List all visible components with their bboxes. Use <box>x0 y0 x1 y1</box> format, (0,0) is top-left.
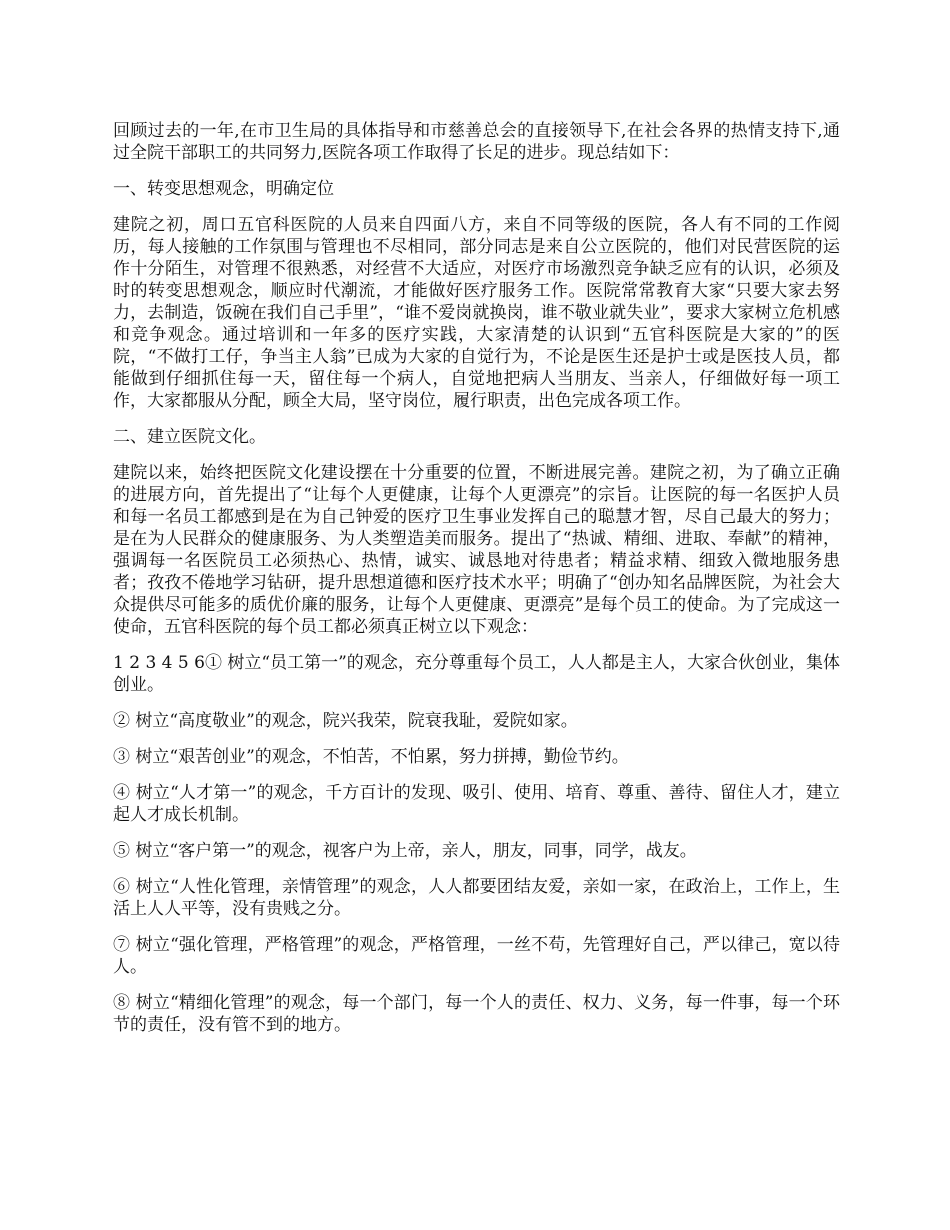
section-1-heading: 一、转变思想观念，明确定位 <box>113 179 334 199</box>
concept-item-1: 1 2 3 4 5 6① 树立“员工第一”的观念，充分尊重每个员工，人人都是主人，大家合伙创业，集体创业。 <box>113 653 840 695</box>
section-2-heading: 二、建立医院文化。 <box>113 427 266 447</box>
concept-item-7: ⑦ 树立“强化管理，严格管理”的观念，严格管理，一丝不苟，先管理好自己，严以律己，宽以待人。 <box>113 935 840 977</box>
intro-paragraph: 回顾过去的一年,在市卫生局的具体指导和市慈善总会的直接领导下,在社会各界的热情支持下,通过全院干部职工的共同努力,医院各项工作取得了长足的进步。现总结如下： <box>113 121 840 163</box>
concept-item-2: ② 树立“高度敬业”的观念，院兴我荣，院衰我耻，爱院如家。 <box>113 711 578 731</box>
concept-item-5: ⑤ 树立“客户第一”的观念，视客户为上帝，亲人，朋友，同事，同学，战友。 <box>113 841 697 861</box>
section-1-paragraph: 建院之初，周口五官科医院的人员来自四面八方，来自不同等级的医院，各人有不同的工作阅历，每人接触的工作氛围与管理也不尽相同，部分同志是来自公立医院的，他们对民营医院的运作十分陌生，对管理不很熟悉，对经营不大适应，对医疗市场激烈竞争缺乏应有的认识，必须及时的转变思想观念，顺应时代潮流，才能做好医疗服务工作。医院常常教育大家“只要大家去努力，去制造，饭碗在我们自己手里”，“谁不爱岗就换岗，谁不敬业就失业”，要求大家树立危机感和竞争观念。通过培训和一年多的医疗实践，大家清楚的认识到“五官科医院是大家的”的医院，“不做打工仔，争当主人翁”已成为大家的自觉行为，不论是医生还是护士或是医技人员，都能做到仔细抓住每一天，留住每一个病人，自觉地把病人当朋友、当亲人，仔细做好每一项工作，大家都服从分配，顾全大局，坚守岗位，履行职责，出色完成各项工作。 <box>113 215 840 411</box>
document-page <box>113 120 840 1050</box>
concept-item-4: ④ 树立“人才第一”的观念，千方百计的发现、吸引、使用、培育、尊重、善待、留住人才，建立起人才成长机制。 <box>113 783 840 825</box>
concept-item-3: ③ 树立“艰苦创业”的观念，不怕苦，不怕累，努力拼搏，勤俭节约。 <box>113 747 629 767</box>
section-2-paragraph: 建院以来，始终把医院文化建设摆在十分重要的位置，不断进展完善。建院之初，为了确立正确的进展方向，首先提出了“让每个人更健康，让每个人更漂亮”的宗旨。让医院的每一名医护人员和每一名员工都感到是在为自己钟爱的医疗卫生事业发挥自己的聪慧才智，尽自己最大的努力；是在为人民群众的健康服务、为人类塑造美而服务。提出了“热诚、精细、进取、奉献”的精神，强调每一名医院员工必须热心、热情，诚实、诚恳地对待患者；精益求精、细致入微地服务患者；孜孜不倦地学习钻研，提升思想道德和医疗技术水平；明确了“创办知名品牌医院，为社会大众提供尽可能多的质优价廉的服务，让每个人更健康、更漂亮”是每个员工的使命。为了完成这一使命，五官科医院的每个员工都必须真正树立以下观念： <box>113 463 840 637</box>
concept-item-6: ⑥ 树立“人性化管理，亲情管理”的观念，人人都要团结友爱，亲如一家，在政治上，工作上，生活上人人平等，没有贵贱之分。 <box>113 877 840 919</box>
concept-item-8: ⑧ 树立“精细化管理”的观念，每一个部门，每一个人的责任、权力、义务，每一件事，每一个环节的责任，没有管不到的地方。 <box>113 993 840 1035</box>
